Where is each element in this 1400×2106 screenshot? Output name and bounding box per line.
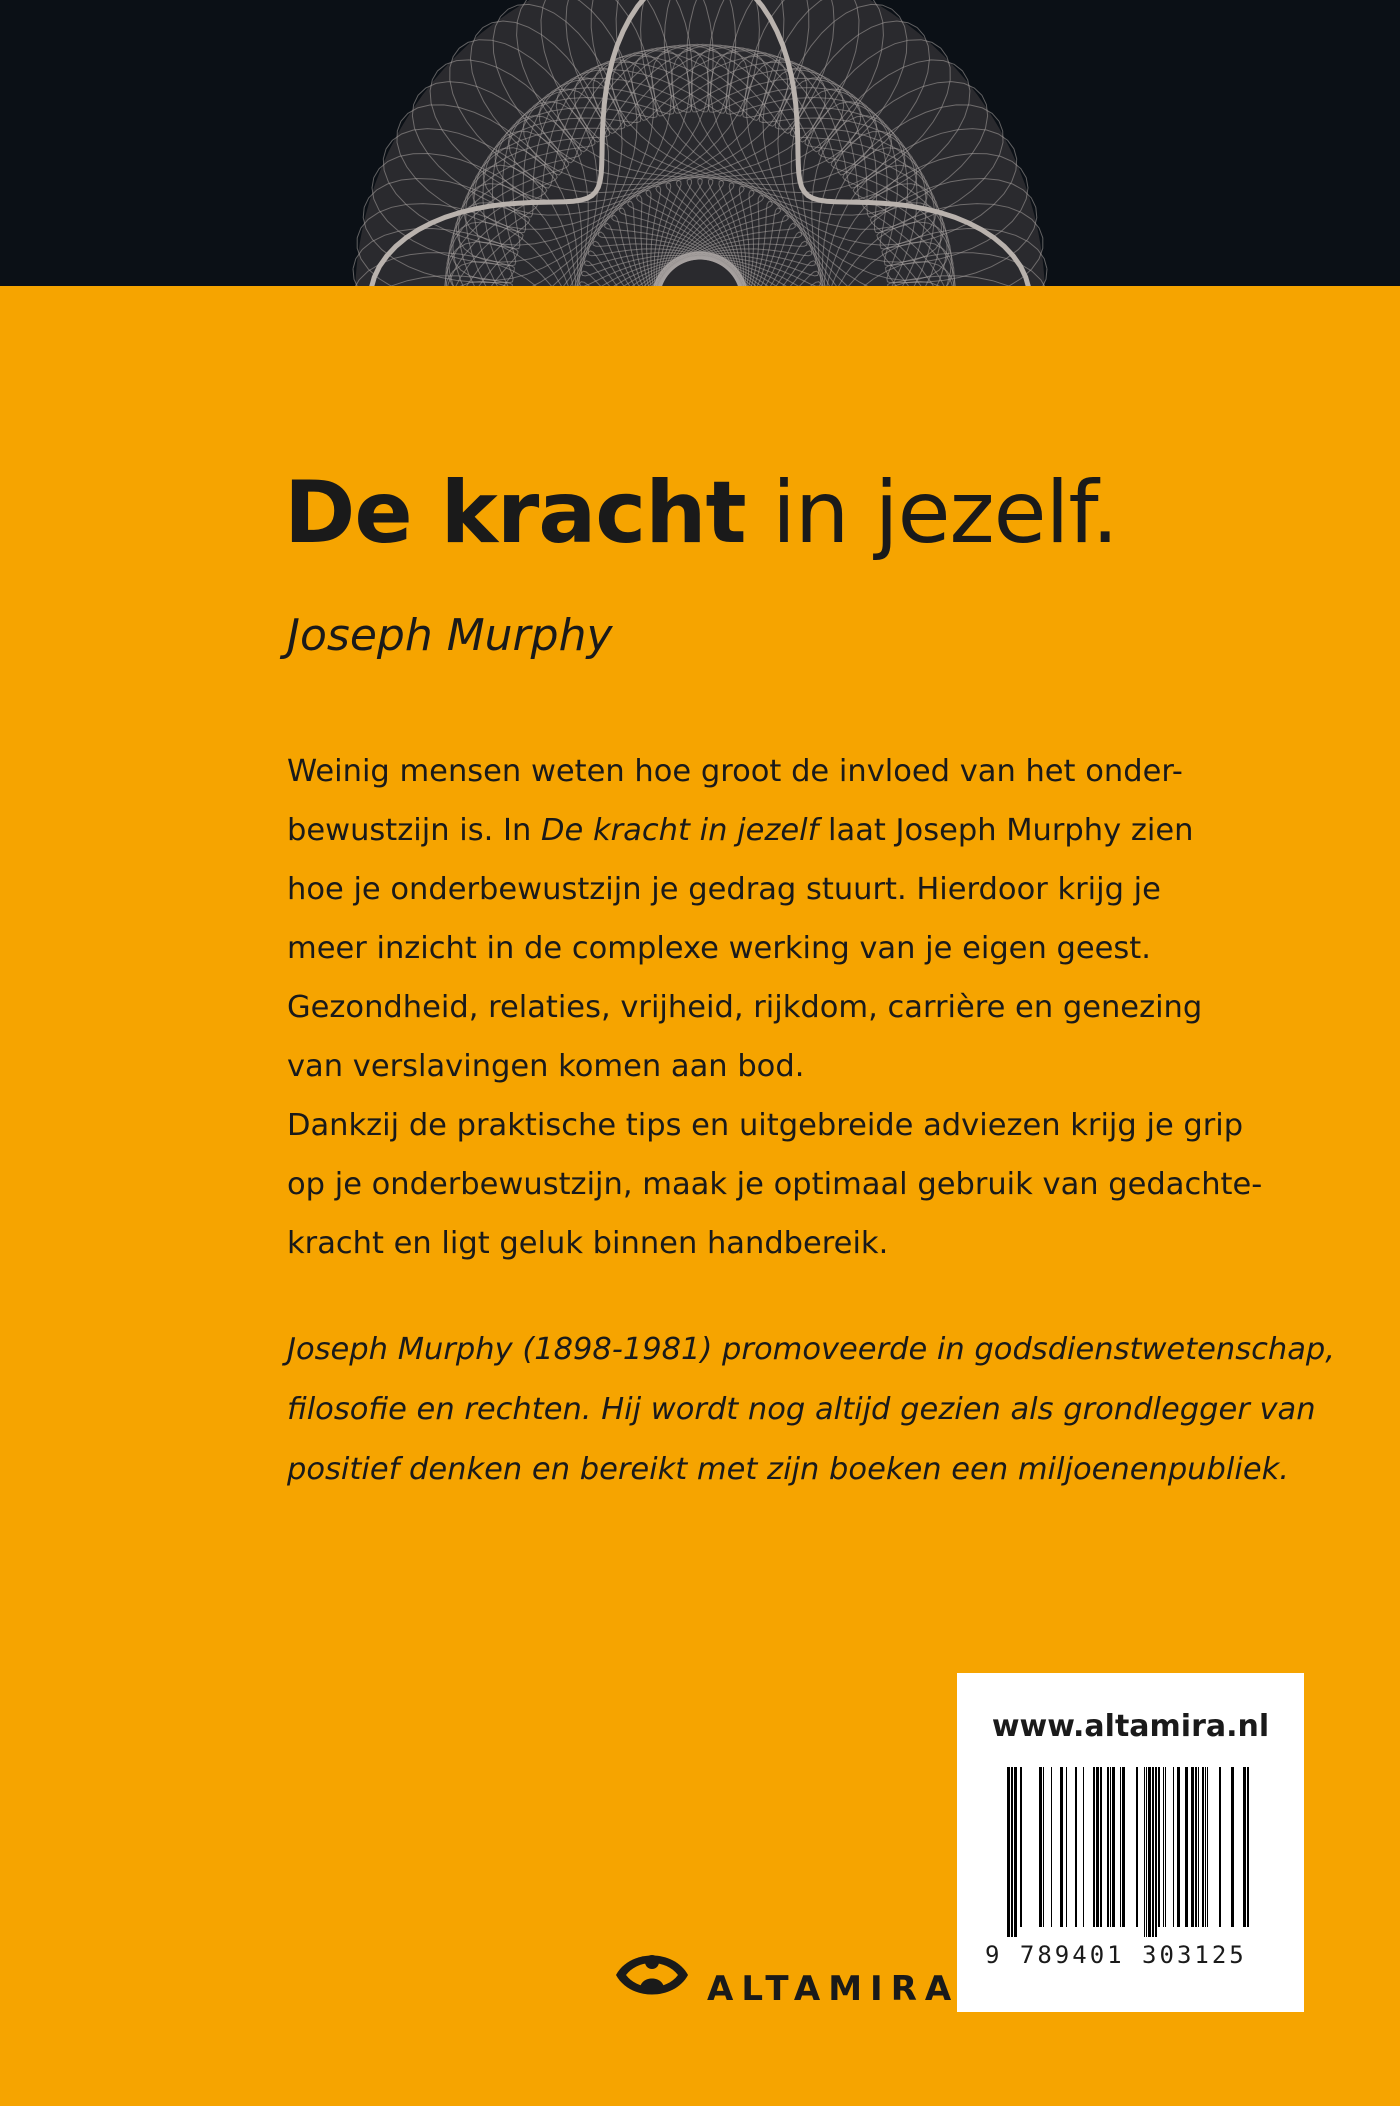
isbn-number: 9 789401 303125 <box>985 1941 1247 1969</box>
blurb-segment: meer inzicht in de complexe werking van je eigen geest. <box>287 931 1151 966</box>
eye-logo-icon <box>612 1929 692 2019</box>
barcode <box>1007 1767 1257 1937</box>
bio-line: Joseph Murphy (1898-1981) promoveerde in godsdienstwetenschap, <box>287 1332 1335 1367</box>
author-bio <box>287 1320 1335 1500</box>
bio-line: positief denken en bereikt met zijn boeken een miljoenenpubliek. <box>287 1452 1289 1487</box>
title-rest: in jezelf. <box>745 463 1118 563</box>
blurb-segment: Dankzij de praktische tips en uitgebreide adviezen krijg je grip <box>287 1108 1244 1143</box>
blurb-segment: Weinig mensen weten hoe groot de invloed van het onder- <box>287 754 1183 789</box>
blurb-segment: Gezondheid, relaties, vrijheid, rijkdom, carrière en genezing <box>287 990 1203 1025</box>
blurb-line <box>287 978 1203 1037</box>
blurb-segment: van verslavingen komen aan bod. <box>287 1049 805 1084</box>
blurb-segment: op je onderbewustzijn, maak je optimaal gebruik van gedachte- <box>287 1167 1263 1202</box>
title-bold: De kracht <box>284 463 746 563</box>
publisher-logo <box>612 1929 960 2019</box>
blurb-segment: laat Joseph Murphy zien <box>818 813 1194 848</box>
publisher-name: ALTAMIRA <box>707 1969 960 2009</box>
blurb-segment: hoe je onderbewustzijn je gedrag stuurt. Hierdoor krijg je <box>287 872 1161 907</box>
blurb-line <box>287 1155 1263 1214</box>
blurb-line <box>287 742 1187 801</box>
blurb-line <box>287 1214 1187 1273</box>
blurb-segment: kracht en ligt geluk binnen handbereik. <box>287 1226 889 1261</box>
blurb-line <box>287 860 1187 919</box>
blurb-line <box>287 1096 1244 1155</box>
blurb-italic-segment: De kracht in jezelf <box>541 813 819 848</box>
publisher-url: www.altamira.nl <box>991 1709 1270 1744</box>
top-band <box>0 0 1400 286</box>
book-title <box>284 463 1118 563</box>
blurb-line <box>287 919 1187 978</box>
barcode-panel <box>957 1673 1304 2012</box>
spirograph-ornament <box>0 0 1400 286</box>
blurb-line <box>287 1037 1187 1096</box>
author-name: Joseph Murphy <box>287 610 613 661</box>
blurb-line <box>287 801 1194 860</box>
bio-line: filosofie en rechten. Hij wordt nog altijd gezien als grondlegger van <box>287 1392 1316 1427</box>
blurb-text <box>287 742 1263 1273</box>
blurb-segment: bewustzijn is. In <box>287 813 542 848</box>
